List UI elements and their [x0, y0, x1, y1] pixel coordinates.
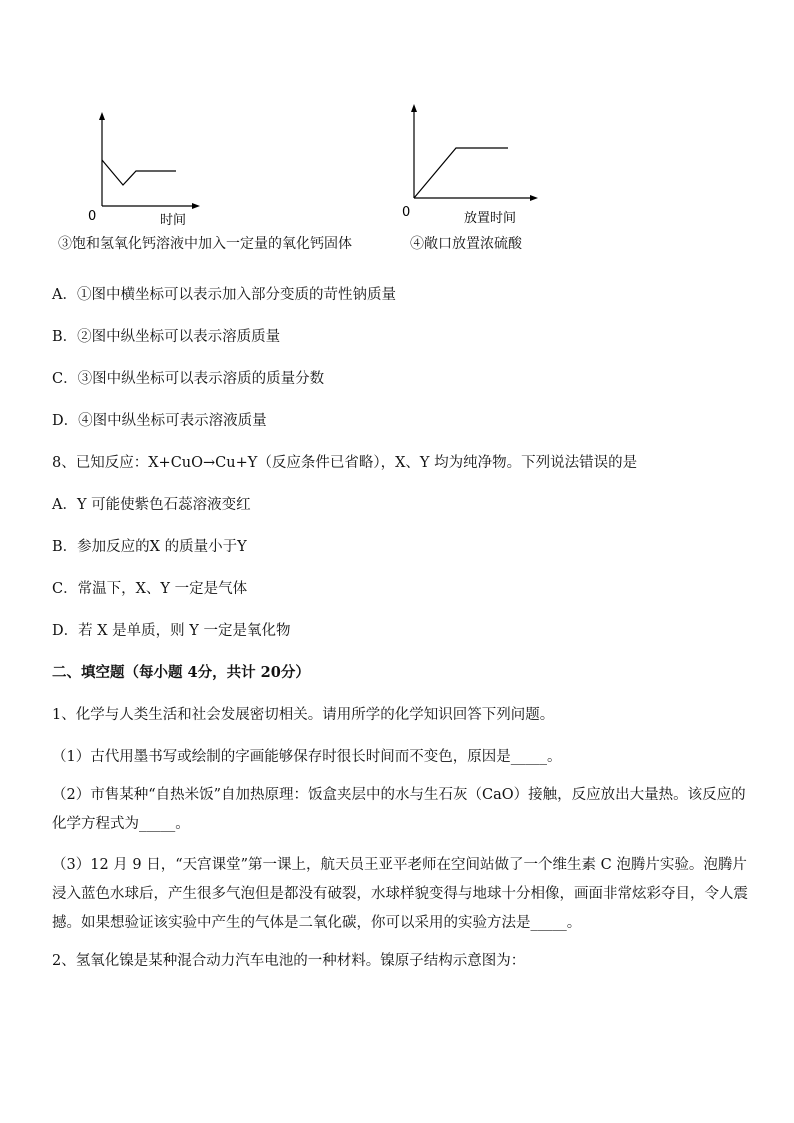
- graph-3-curve: [102, 160, 176, 185]
- graph-4-x-axis-label: 放置时间: [464, 211, 517, 226]
- graph-4-origin-label: 0: [402, 205, 411, 220]
- graph-3-y-arrow: [99, 112, 105, 120]
- q7-option-a: A．①图中横坐标可以表示加入部分变质的苛性钠质量: [52, 287, 396, 303]
- s2-q1-part-2: （2）市售某种“自热米饭”自加热原理：饭盒夹层中的水与生石灰（CaO）接触，反应放出大量热。该反应的化学方程式为_____。: [52, 787, 746, 832]
- q8-option-a: A．Y 可能使紫色石蕊溶液变红: [52, 497, 251, 513]
- graph-4-curve: [414, 148, 508, 198]
- q7-option-c: C．③图中纵坐标可以表示溶质的质量分数: [52, 371, 325, 387]
- s2-q2-stem: 2、氢氧化镍是某种混合动力汽车电池的一种材料。镍原子结构示意图为：: [52, 953, 526, 969]
- s2-q1-part-1: （1）古代用墨书写或绘制的字画能够保存时很长时间而不变色，原因是_____。: [52, 749, 562, 765]
- graph-4-x-arrow: [530, 195, 538, 201]
- graph-3-x-axis-label: 时间: [160, 213, 187, 228]
- q8-option-b: B．参加反应的X 的质量小于Y: [52, 539, 247, 555]
- figure-4-caption: ④敞口放置浓硫酸: [410, 236, 522, 252]
- q7-option-d: D．④图中纵坐标可表示溶液质量: [52, 413, 267, 429]
- graph-3: [80, 108, 200, 228]
- q8-option-d: D．若 X 是单质，则 Y 一定是氧化物: [52, 623, 291, 639]
- section-2-heading: 二、填空题（每小题 4分，共计 20分）: [52, 664, 310, 681]
- s2-q1-stem: 1、化学与人类生活和社会发展密切相关。请用所学的化学知识回答下列问题。: [52, 707, 555, 723]
- graph-3-x-arrow: [192, 203, 200, 209]
- graph-4-y-arrow: [411, 104, 417, 112]
- graph-4: [400, 100, 540, 225]
- graph-3-origin-label: 0: [88, 209, 97, 224]
- figure-3-caption: ③饱和氢氧化钙溶液中加入一定量的氧化钙固体: [58, 236, 352, 252]
- q8-option-c: C．常温下，X、Y 一定是气体: [52, 581, 248, 597]
- q7-option-b: B．②图中纵坐标可以表示溶质质量: [52, 329, 281, 345]
- s2-q1-part-3: （3）12 月 9 日，“天宫课堂”第一课上，航天员王亚平老师在空间站做了一个维生素 C 泡腾片实验。泡腾片浸入蓝色水球后，产生很多气泡但是都没有破裂，水球样貌变得与地球十分相像，画面非常炫彩夺目，令人震撼。如果想验证该实验中产生的气体是二氧化碳，你可以采用的实验方法是_____。: [52, 857, 748, 931]
- q8-stem: 8、已知反应：X+CuO→Cu+Y（反应条件已省略），X、Y 均为纯净物。下列说法错误的是: [52, 455, 638, 471]
